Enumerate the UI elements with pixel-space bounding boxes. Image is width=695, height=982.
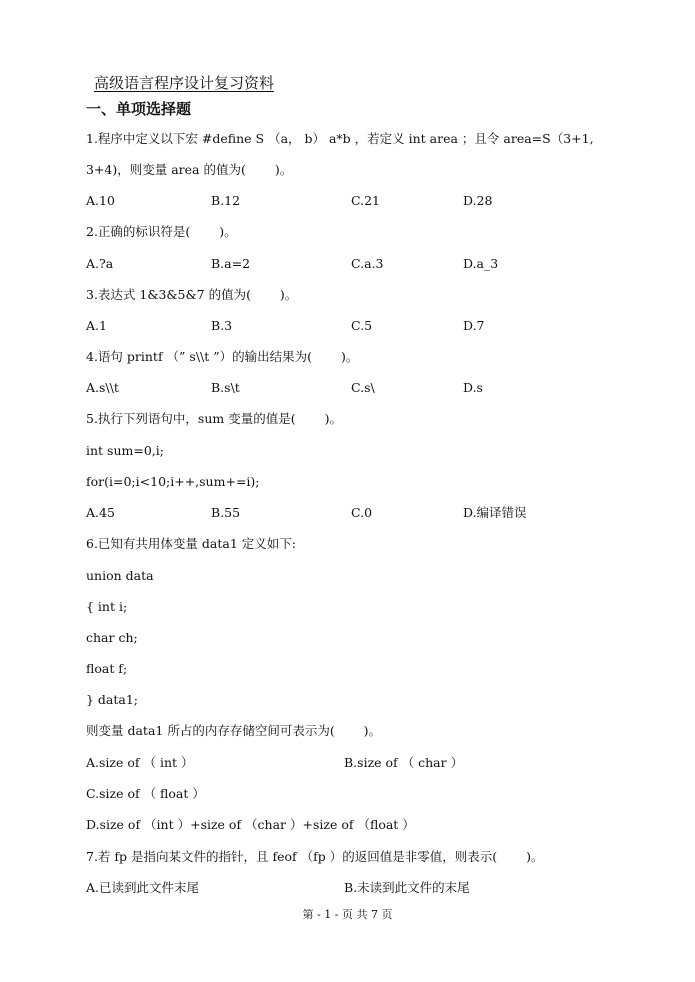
question-1-option-d: D.28 [463,193,493,208]
question-6-code-line: { int i; [86,599,128,614]
question-1-option-b: B.12 [211,193,241,208]
question-6-stem-line2: 则变量 data1 所占的内存存储空间可表示为( )。 [86,723,382,738]
question-5-option-d: D.编译错误 [463,505,527,520]
question-7-stem: 7.若 fp 是指向某文件的指针，且 feof （fp ）的返回值是非零值，则表示( )。 [86,849,544,864]
section-heading: 一、单项选择题 [86,100,192,118]
question-4-option-c: C.s\ [351,380,375,395]
question-7-option-b: B.未读到此文件的末尾 [344,880,470,895]
question-5-option-a: A.45 [86,505,115,520]
question-6-code-line: float f; [86,661,128,676]
question-5-option-b: B.55 [211,505,241,520]
question-6-option-c: C.size of （ float ） [86,786,205,801]
question-6-code-line: char ch; [86,630,138,645]
question-1-stem-line1: 1.程序中定义以下宏 #define S （a， b） a*b ，若定义 int area ；且令 area=S（3+1, [86,131,594,146]
question-6-option-a: A.size of （ int ） [86,755,194,770]
question-6-option-d: D.size of （int ）+size of （char ）+size of （float ） [86,817,415,832]
question-4-option-b: B.s\t [211,380,240,395]
question-6-stem: 6.已知有共用体变量 data1 定义如下: [86,536,296,551]
question-5-option-c: C.0 [351,505,373,520]
question-2-option-a: A.?a [86,256,114,271]
question-1-stem-line2: 3+4)，则变量 area 的值为( )。 [86,162,293,177]
question-2-option-b: B.a=2 [211,256,251,271]
question-3-option-b: B.3 [211,318,233,333]
question-5-code-line: for(i=0;i<10;i++,sum+=i); [86,474,260,489]
question-5-stem: 5.执行下列语句中，sum 变量的值是( )。 [86,411,342,426]
page-footer: 第 - 1 - 页 共 7 页 [302,908,393,921]
question-2-option-d: D.a_3 [463,256,499,271]
question-3-option-a: A.1 [86,318,107,333]
question-6-option-b: B.size of （ char ） [344,755,464,770]
question-3-option-d: D.7 [463,318,485,333]
question-4-option-a: A.s\\t [86,380,119,395]
question-2-stem: 2.正确的标识符是( )。 [86,224,237,239]
question-1-option-a: A.10 [86,193,115,208]
question-6-code-line: union data [86,568,154,583]
document-title: 高级语言程序设计复习资料 [94,74,275,92]
question-4-option-d: D.s [463,380,483,395]
question-3-stem: 3.表达式 1&3&5&7 的值为( )。 [86,287,298,302]
question-4-stem: 4.语句 printf （” s\\t ”）的输出结果为( )。 [86,349,359,364]
question-6-code-line: } data1; [86,692,139,707]
question-3-option-c: C.5 [351,318,373,333]
question-1-option-c: C.21 [351,193,380,208]
question-2-option-c: C.a.3 [351,256,384,271]
question-7-option-a: A.已读到此文件末尾 [86,880,200,895]
question-5-code-line: int sum=0,i; [86,443,164,458]
